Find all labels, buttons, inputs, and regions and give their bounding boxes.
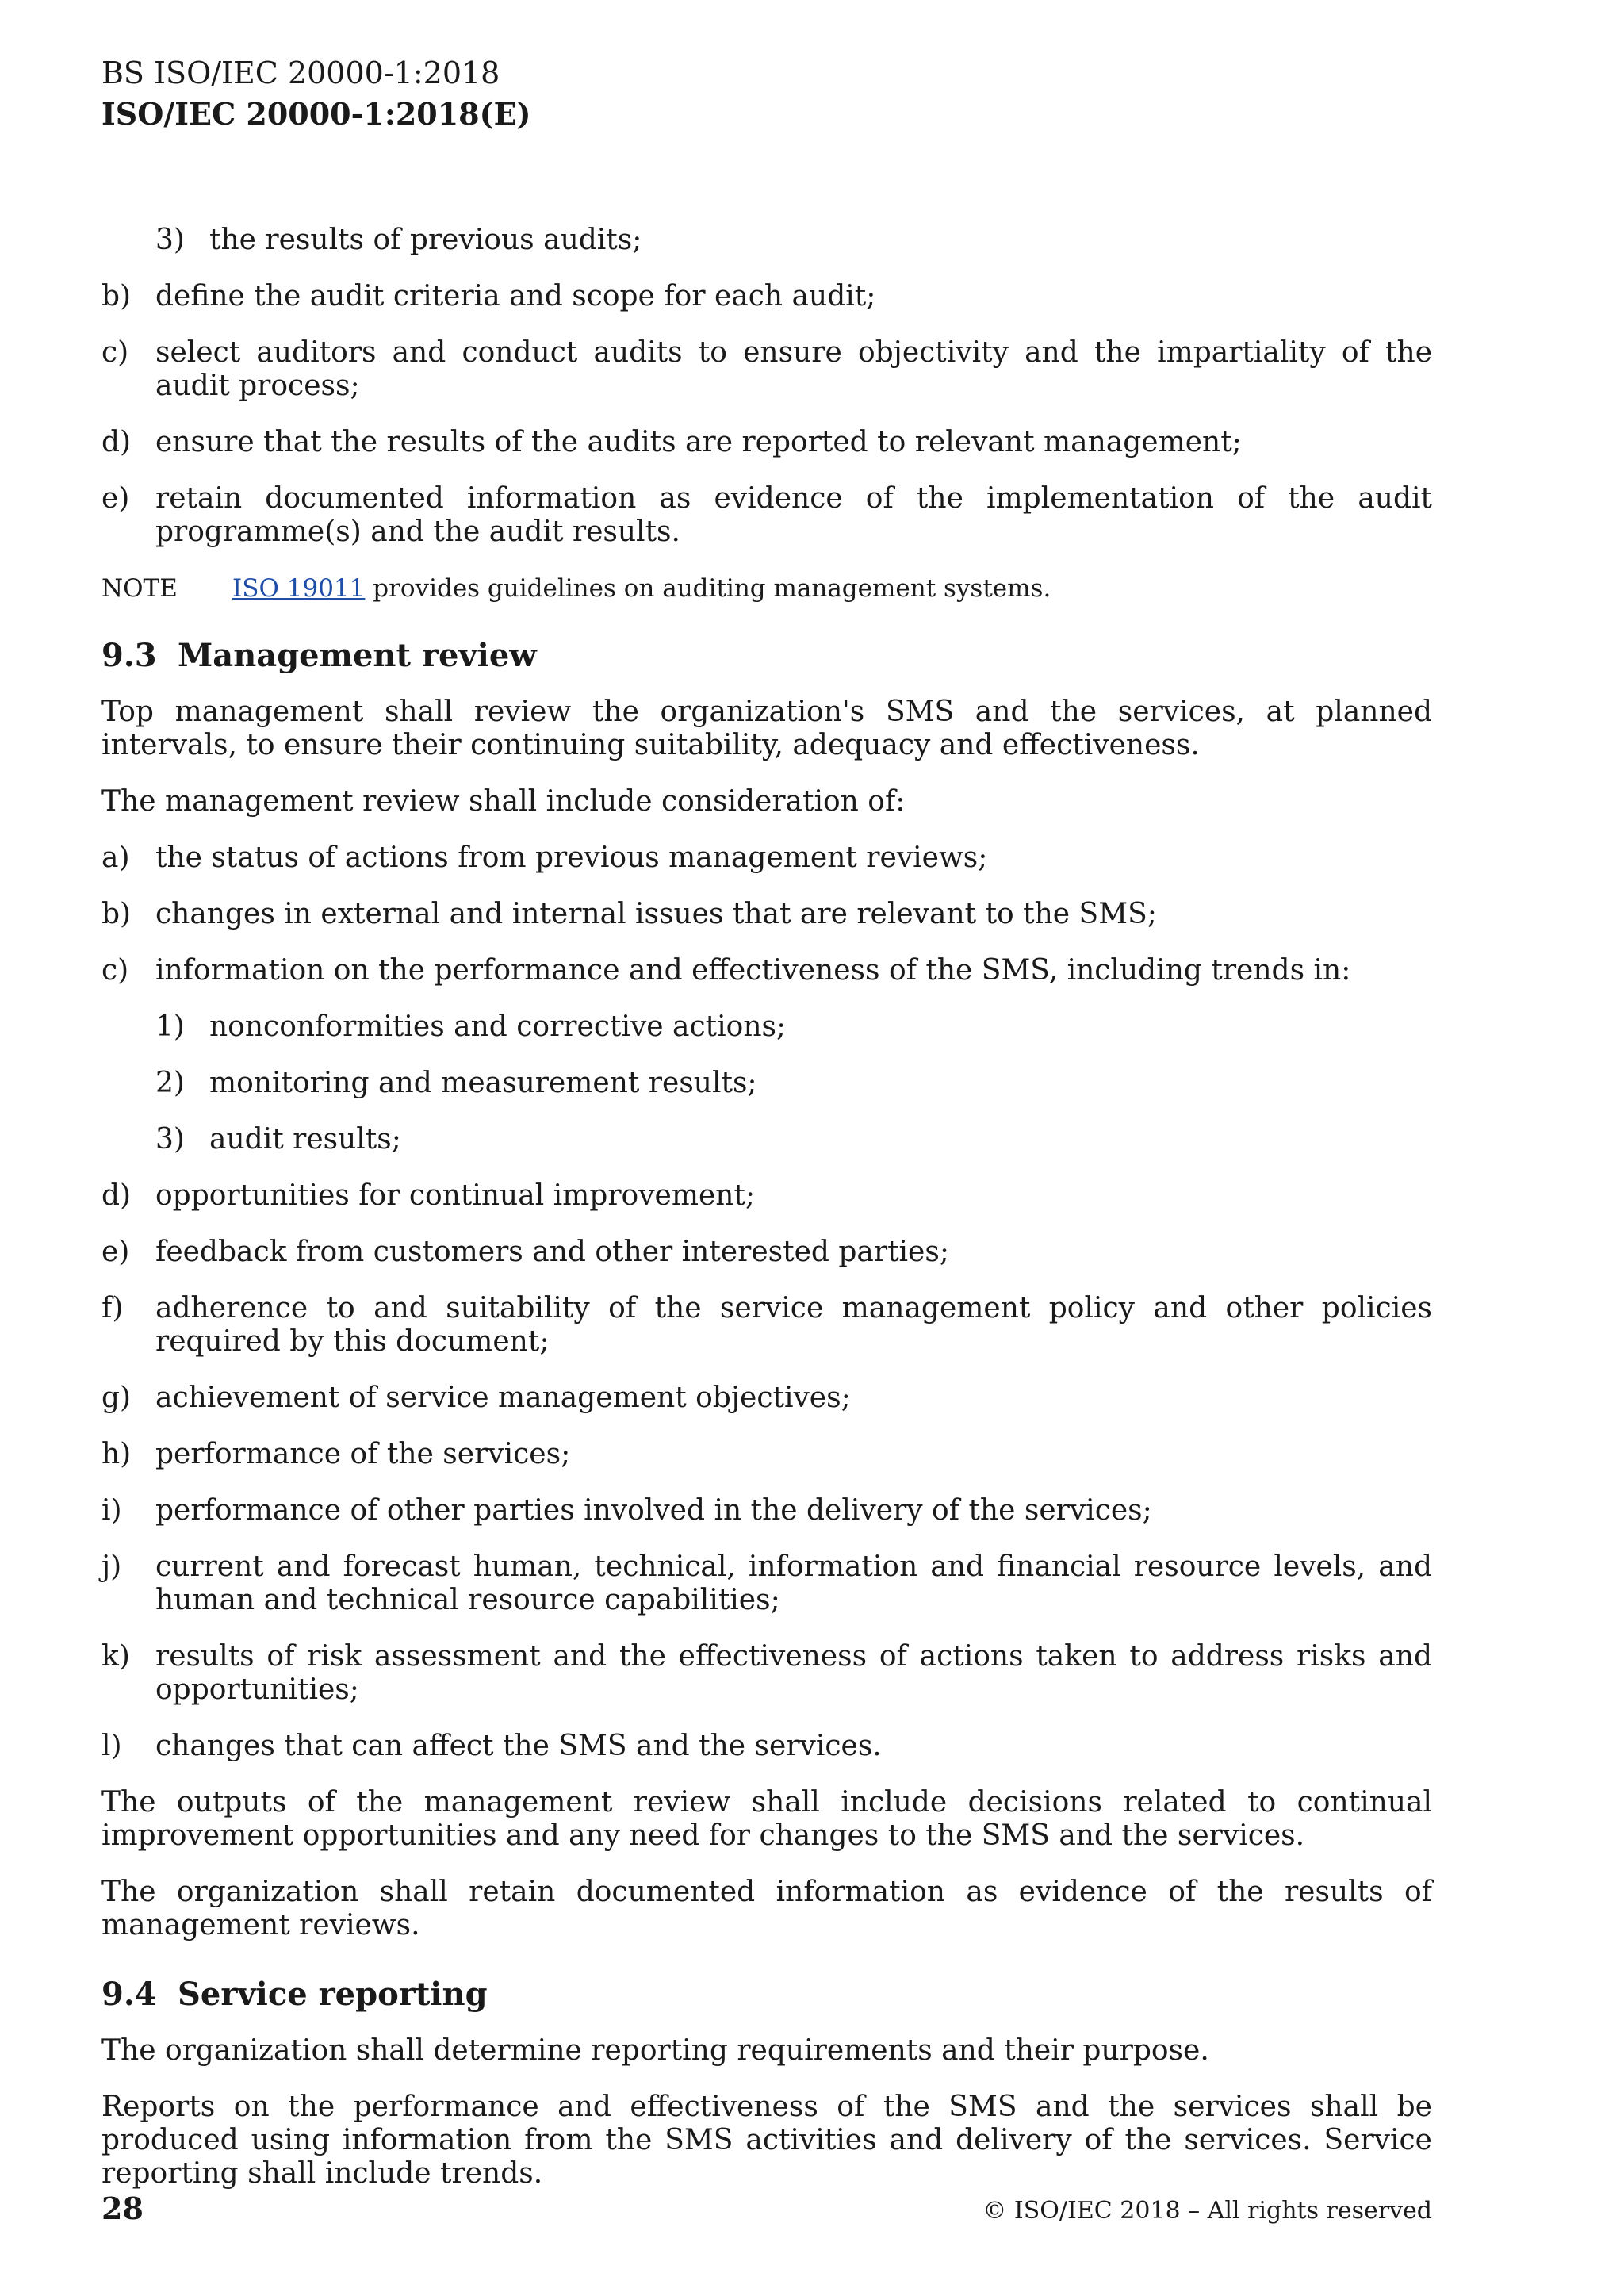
list-item <box>102 1494 1432 1527</box>
list-marker: 3) <box>155 224 185 256</box>
section-heading-9-4 <box>102 1976 1432 2014</box>
list-item <box>102 336 1432 403</box>
section-heading-9-3 <box>102 637 1432 675</box>
note <box>102 572 1432 605</box>
list-marker: c) <box>102 954 129 987</box>
list-item-text: the results of previous audits; <box>209 224 642 256</box>
list-marker: 2) <box>155 1067 185 1099</box>
note-text-container <box>232 572 1051 605</box>
paragraph: The management review shall include consideration of: <box>102 785 906 818</box>
list-item <box>102 1640 1432 1707</box>
list-marker: b) <box>102 898 132 930</box>
list-item <box>102 898 1432 931</box>
section-number: 9.3 <box>102 637 157 674</box>
standard-designation: BS ISO/IEC 20000-1:2018 <box>102 56 500 90</box>
list-marker: g) <box>102 1382 132 1414</box>
list-item-text: performance of other parties involved in the delivery of the services; <box>155 1494 1152 1527</box>
list-item <box>102 224 1432 257</box>
list-item-text: achievement of service management objectives; <box>155 1382 851 1414</box>
list-marker: e) <box>102 482 130 515</box>
list-item-text: monitoring and measurement results; <box>209 1067 757 1099</box>
list-marker: 3) <box>155 1123 185 1156</box>
list-item-text: adherence to and suitability of the service management policy and other policies required by this document; <box>155 1292 1432 1358</box>
list-item <box>102 841 1432 875</box>
paragraph: The organization shall retain documented information as evidence of the results of management reviews. <box>102 1876 1432 1941</box>
list-item-text: nonconformities and corrective actions; <box>209 1010 787 1043</box>
list-item-text: information on the performance and effectiveness of the SMS, including trends in: <box>155 954 1351 987</box>
list-marker: e) <box>102 1236 130 1268</box>
list-marker: j) <box>102 1550 122 1583</box>
paragraph: Reports on the performance and effectiveness of the SMS and the services shall be produced using information from the SMS activities and delivery of the services. Service reporting shall include trends. <box>102 2091 1432 2190</box>
paragraph: The outputs of the management review shall include decisions related to continual improvement opportunities and any need for changes to the SMS and the services. <box>102 1786 1432 1852</box>
list-item <box>102 280 1432 313</box>
note-label: NOTE <box>102 574 178 603</box>
list-item-text: define the audit criteria and scope for each audit; <box>155 280 876 312</box>
list-marker: 1) <box>155 1010 185 1043</box>
list-item-text: performance of the services; <box>155 1438 571 1470</box>
list-marker: d) <box>102 1179 132 1212</box>
page-header <box>102 52 531 135</box>
list-item <box>102 1179 1432 1213</box>
list-item <box>102 1067 1432 1100</box>
list-item <box>102 1550 1432 1617</box>
list-marker: l) <box>102 1730 122 1762</box>
list-item <box>102 1382 1432 1415</box>
list-item-text: feedback from customers and other interested parties; <box>155 1236 949 1268</box>
page-number: 28 <box>102 2191 144 2226</box>
list-marker: a) <box>102 841 130 874</box>
list-marker: h) <box>102 1438 132 1470</box>
standard-designation-edition: ISO/IEC 20000-1:2018(E) <box>102 96 531 132</box>
list-item-text: opportunities for continual improvement; <box>155 1179 756 1212</box>
list-item <box>102 482 1432 549</box>
copyright-notice: © ISO/IEC 2018 – All rights reserved <box>982 2197 1432 2225</box>
list-item-text: results of risk assessment and the effectiveness of actions taken to address risks and opportunities; <box>155 1640 1432 1706</box>
list-item-text: changes that can affect the SMS and the services. <box>155 1730 882 1762</box>
list-item <box>102 426 1432 459</box>
list-item <box>102 1438 1432 1471</box>
list-marker: k) <box>102 1640 130 1673</box>
section-title: Management review <box>178 637 537 674</box>
list-item <box>102 1292 1432 1359</box>
section-number: 9.4 <box>102 1976 157 2013</box>
list-item-text: current and forecast human, technical, information and financial resource levels, and human and technical resource capabilities; <box>155 1550 1432 1616</box>
list-item-text: the status of actions from previous management reviews; <box>155 841 988 874</box>
list-marker: i) <box>102 1494 122 1527</box>
paragraph: The organization shall determine reporting requirements and their purpose. <box>102 2034 1209 2067</box>
list-marker: d) <box>102 426 132 458</box>
note-text: provides guidelines on auditing management systems. <box>365 574 1051 603</box>
iso-19011-link[interactable]: ISO 19011 <box>232 574 366 603</box>
list-item <box>102 954 1432 987</box>
list-item-text: retain documented information as evidence of the implementation of the audit programme(s) and the audit results. <box>155 482 1432 548</box>
list-item-text: select auditors and conduct audits to ensure objectivity and the impartiality of the audit process; <box>155 336 1432 402</box>
list-item <box>102 1236 1432 1269</box>
paragraph: Top management shall review the organization's SMS and the services, at planned intervals, to ensure their continuing suitability, adequacy and effectiveness. <box>102 696 1432 761</box>
list-item <box>102 1010 1432 1044</box>
section-title: Service reporting <box>178 1976 488 2013</box>
list-marker: b) <box>102 280 132 312</box>
list-item-text: audit results; <box>209 1123 401 1156</box>
document-body <box>102 224 1432 2214</box>
list-item-text: ensure that the results of the audits are reported to relevant management; <box>155 426 1242 458</box>
list-item <box>102 1730 1432 1763</box>
list-item <box>102 1123 1432 1156</box>
list-item-text: changes in external and internal issues that are relevant to the SMS; <box>155 898 1157 930</box>
list-marker: c) <box>102 336 129 369</box>
list-marker: f) <box>102 1292 124 1324</box>
